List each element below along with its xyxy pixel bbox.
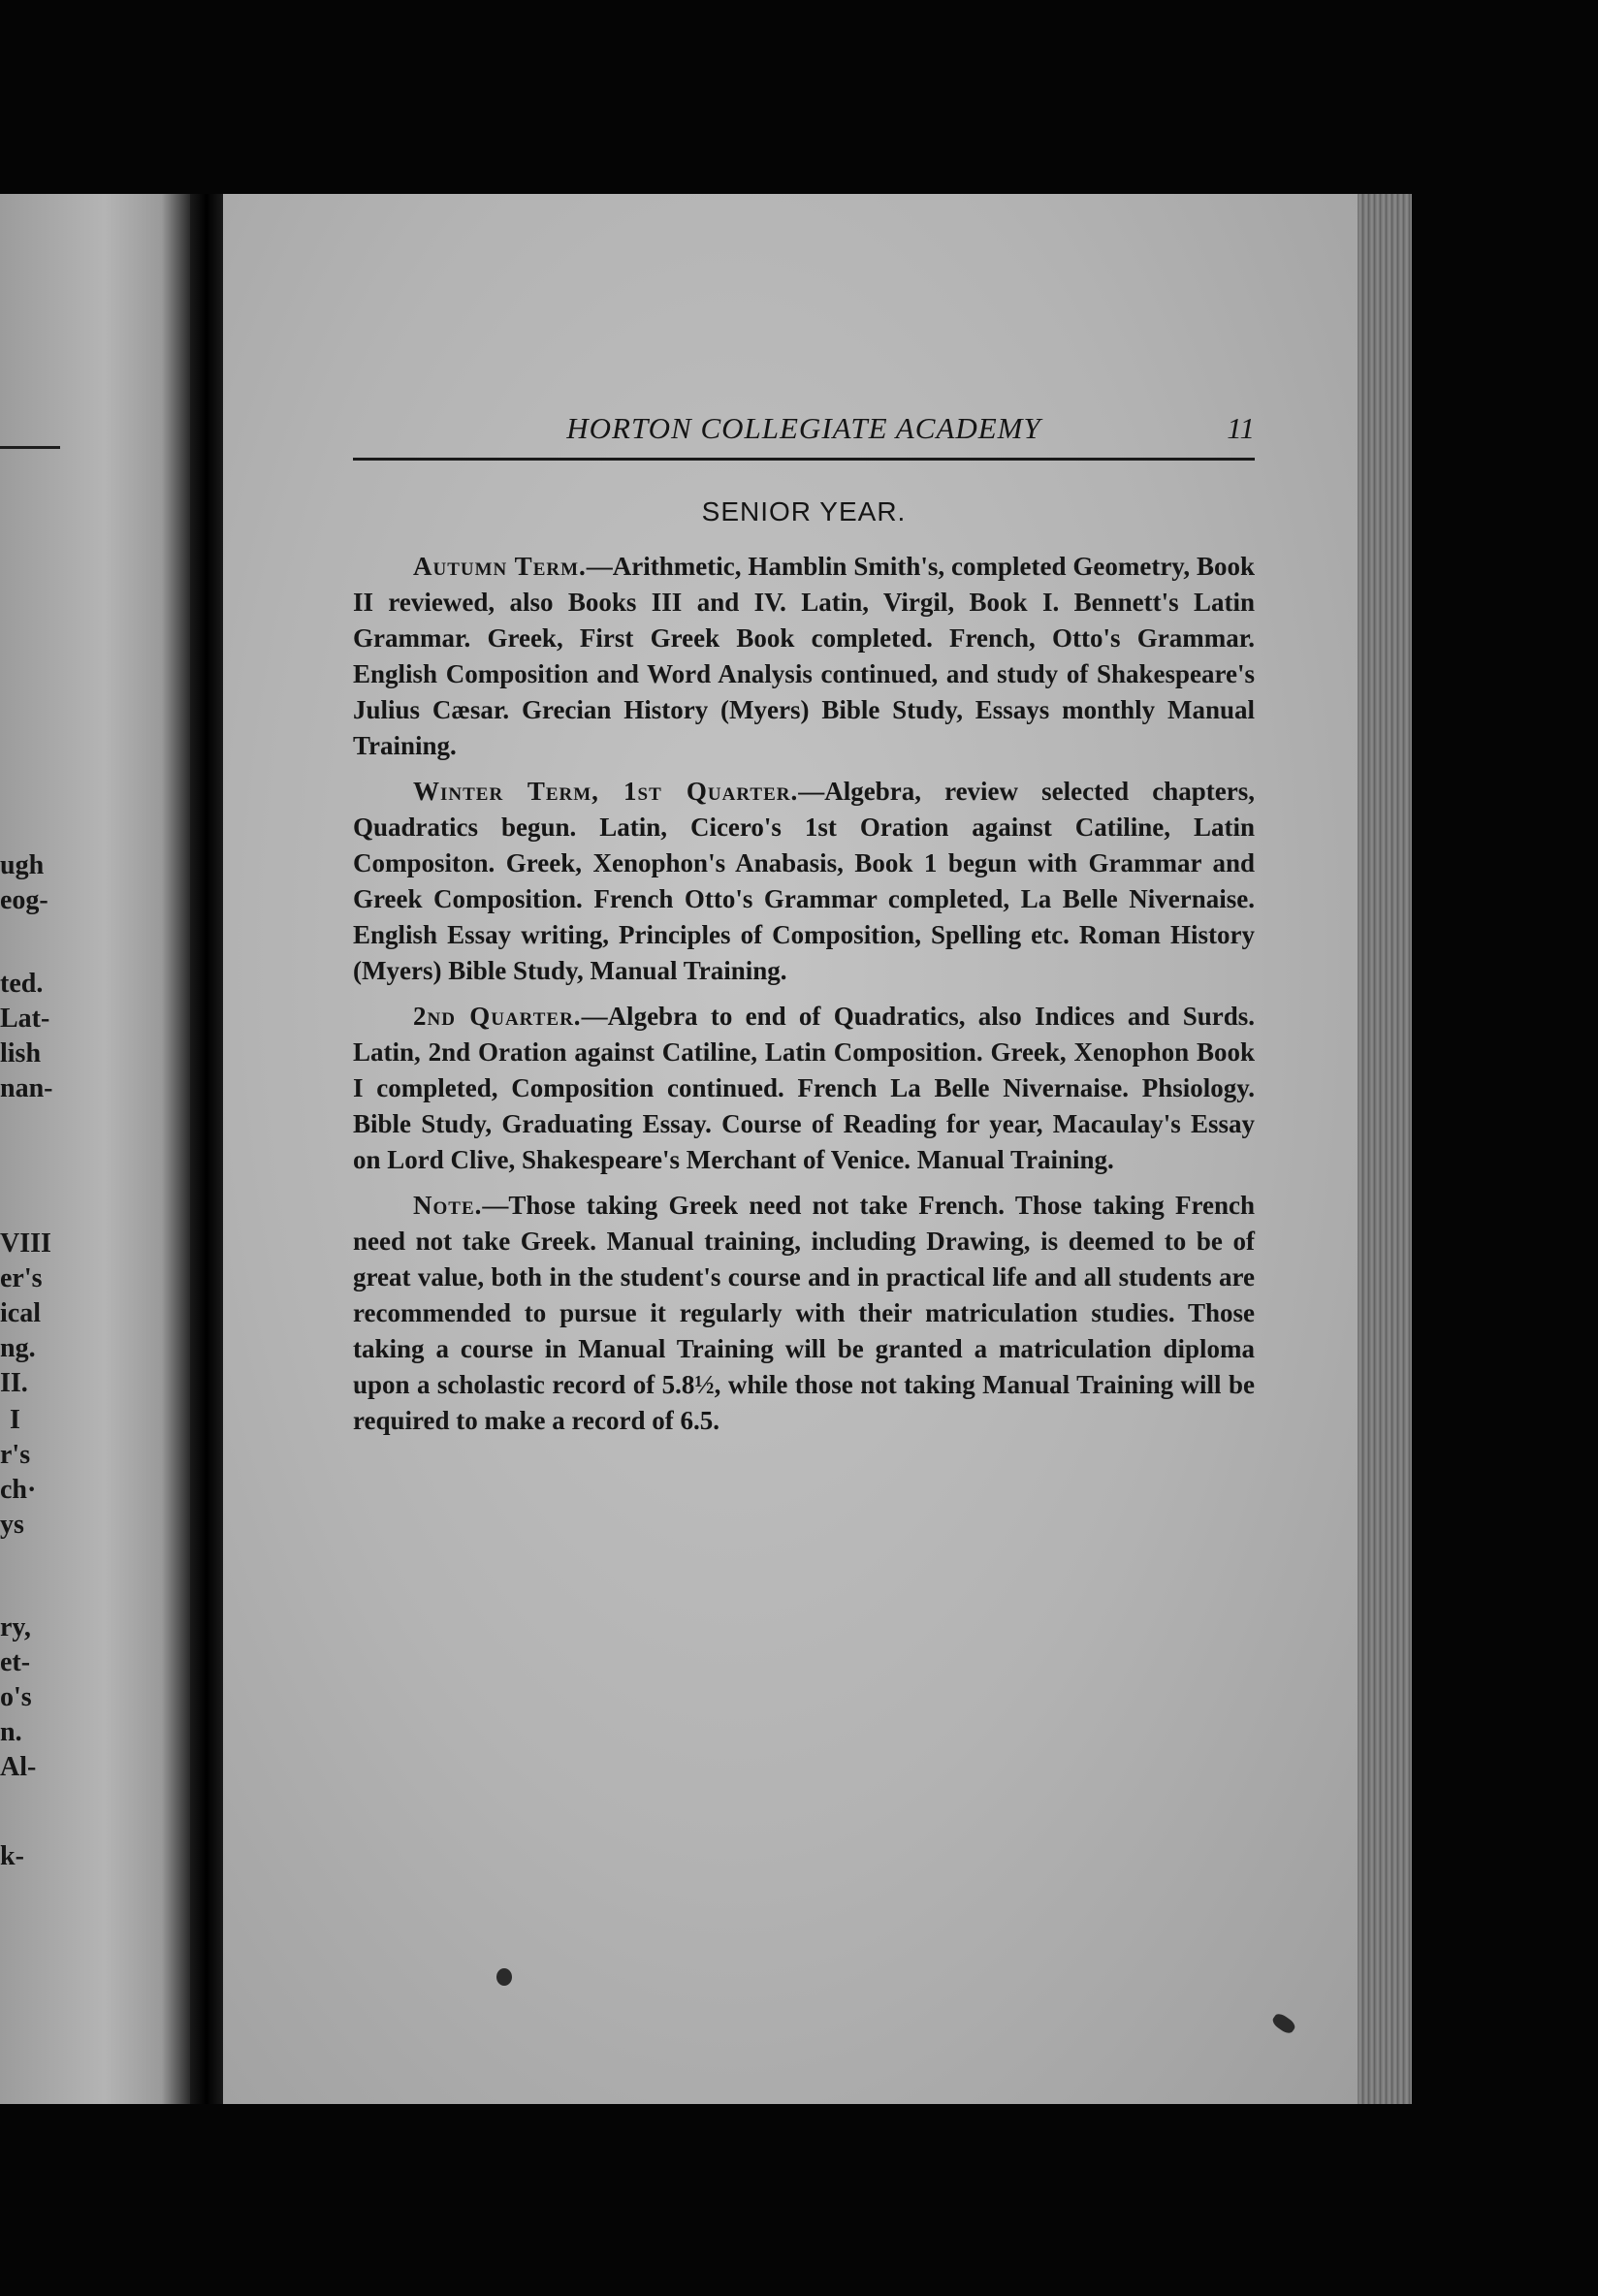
paragraph-label: Winter Term, 1st Quarter. — [413, 777, 799, 806]
left-fragment: ted. — [0, 969, 44, 999]
left-page-rule — [0, 446, 60, 449]
left-fragment: nan- — [0, 1073, 53, 1103]
left-fragment: Al- — [0, 1752, 37, 1782]
paragraph-label: 2nd Quarter. — [413, 1002, 582, 1031]
running-head — [353, 411, 1255, 450]
left-fragment: VIII — [0, 1228, 51, 1259]
header-rule — [353, 458, 1255, 461]
left-fragment: et- — [0, 1647, 31, 1677]
paragraph-text: —Arithmetic, Hamblin Smith's, completed Geometry, Book II reviewed, also Books III and IV. Latin, Virgil, Book I. Bennett's Latin Grammar. Greek, First Greek Book completed. French, Otto's Grammar. English Composition and Word Analysis continued, and study of Shakespeare's Julius Cæsar. Grecian History (Myers) Bible Study, Essays monthly Manual Training. — [353, 552, 1255, 760]
paragraph-text: —Algebra to end of Quadratics, also Indices and Surds. Latin, 2nd Oration against Catiline, Latin Composition. Greek, Xenophon Book I completed, Composition continued. French La Belle Nivernaise. Phsiology. Bible Study, Graduating Essay. Course of Reading for year, Macaulay's Essay on Lord Clive, Shakespeare's Merchant of Venice. Manual Training. — [353, 1002, 1255, 1174]
right-page — [223, 194, 1358, 2104]
left-page — [0, 194, 190, 2104]
paragraph-autumn-term — [353, 549, 1255, 764]
left-fragment: ugh — [0, 850, 45, 880]
left-fragment: Lat- — [0, 1004, 50, 1034]
left-fragment: n. — [0, 1717, 22, 1747]
left-fragment: II. — [0, 1368, 28, 1398]
left-fragment: ch· — [0, 1475, 37, 1505]
left-fragment: lish — [0, 1038, 42, 1068]
page-edge — [1358, 194, 1412, 2104]
body-text — [353, 549, 1255, 1449]
paragraph-text: —Algebra, review selected chapters, Quadratics begun. Latin, Cicero's 1st Oration against Catiline, Latin Compositon. Greek, Xenophon's Anabasis, Book 1 begun with Grammar and Greek Composition. French Otto's Grammar completed, La Belle Nivernaise. English Essay writing, Principles of Composition, Spelling etc. Roman History (Myers) Bible Study, Manual Training. — [353, 777, 1255, 985]
left-fragment: eog- — [0, 885, 48, 915]
ink-spot — [496, 1968, 512, 1986]
left-fragment: ys — [0, 1510, 24, 1540]
paragraph-label: Note. — [413, 1191, 483, 1220]
section-heading: SENIOR YEAR. — [701, 496, 907, 526]
left-fragment: ng. — [0, 1333, 36, 1363]
left-fragment: I — [10, 1405, 20, 1435]
book-gutter — [190, 194, 223, 2104]
left-fragment: ical — [0, 1298, 41, 1328]
left-fragment: o's — [0, 1682, 32, 1712]
paragraph-winter-term — [353, 774, 1255, 989]
running-title: HORTON COLLEGIATE ACADEMY — [566, 411, 1041, 445]
paragraph-text: —Those taking Greek need not take French. Those taking French need not take Greek. Manual training, including Drawing, is deemed to be of great value, both in the student's course and in practical life and all students are recommended to pursue it regularly with their matriculation studies. Those taking a course in Manual Training will be granted a matriculation diploma upon a scholastic record of 5.8½, while those not taking Manual Training will be required to make a record of 6.5. — [353, 1191, 1255, 1435]
paragraph-label: Autumn Term. — [413, 552, 587, 581]
left-fragment: er's — [0, 1263, 43, 1293]
paragraph-note — [353, 1188, 1255, 1439]
left-fragment: k- — [0, 1841, 24, 1871]
page-number: 11 — [1227, 411, 1255, 445]
left-fragment: ry, — [0, 1612, 31, 1642]
paragraph-2nd-quarter — [353, 999, 1255, 1178]
left-fragment: r's — [0, 1440, 31, 1470]
ink-spot — [1270, 2011, 1297, 2035]
